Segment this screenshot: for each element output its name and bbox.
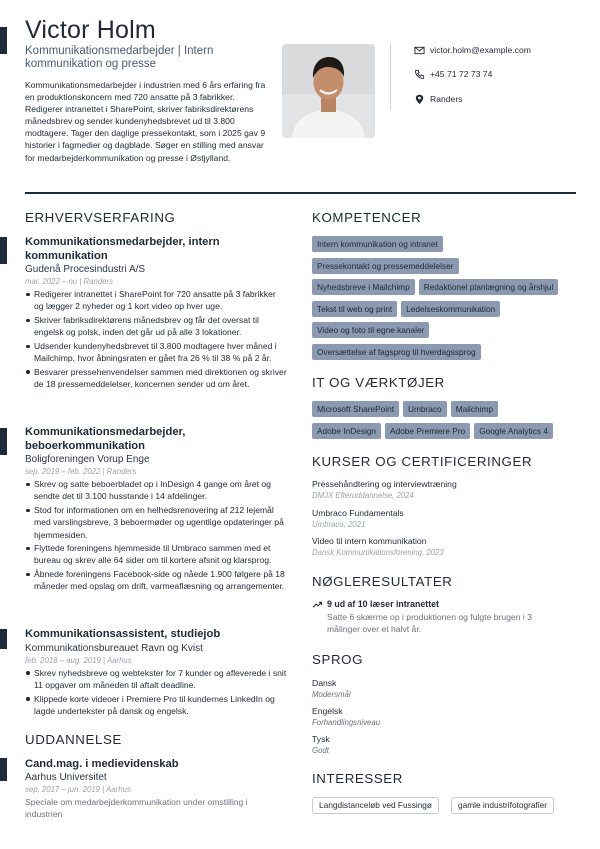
course-item [312, 479, 457, 501]
language-level: Modersmål [312, 690, 351, 699]
job-entry [25, 236, 287, 392]
language-item [312, 706, 380, 728]
key-results-heading: NØGLERESULTATER [312, 574, 453, 589]
tools-tags [312, 401, 582, 444]
course-item [312, 536, 444, 558]
skill-tag: Intern kommunikation og intranet [312, 236, 443, 252]
key-result-description: Satte 6 skærme op i produktionen og fulgte brugen i 3 målinger over et halvt år. [327, 612, 532, 635]
interest-tag: Langdistanceløb ved Fussingø [312, 797, 439, 814]
accent-bar [0, 428, 7, 455]
tool-tag: Mailchimp [451, 401, 498, 417]
accent-bar [0, 27, 7, 54]
course-item [312, 508, 404, 530]
email-text: victor.holm@example.com [430, 45, 531, 55]
job-dates-location: sep. 2019 – feb. 2022 | Randers [25, 467, 137, 477]
accent-bar [0, 629, 7, 649]
job-bullet: Besvarer pressehenvendelser sammen med direktionen og skriver de 18 pressemeddelelser, koncernen sender ud om året. [25, 366, 287, 390]
job-bullet: Skrev og satte beboerbladet op i InDesign 4 gange om året og sendte det til 3.100 husstande i 14 afdelinger. [25, 478, 287, 502]
interest-tag: gamle industrifotografier [451, 797, 554, 814]
key-result-title: 9 ud af 10 læser intranettet [327, 599, 439, 609]
tool-tag: Adobe InDesign [312, 423, 381, 439]
tool-tag: Google Analytics 4 [474, 423, 553, 439]
profile-summary: Kommunikationsmedarbejder i industrien med 6 års erfaring fra en produktionskoncern med 720 ansatte på 3 fabrikker. Redigerer intranettet i SharePoint, skriver fabriksdirektørens månedsbrev og sender kundenyhedsbrevet ud til 3.800 modtagere. Tager den daglige pressekontakt, som i 2025 gav 9 historier i fagmedier og dagblade. Søger en stilling med ansvar for medarbejderkommunikation og presse i Østjylland. [25, 80, 266, 163]
skill-tag: Redaktionel planlægning og årshjul [419, 279, 559, 295]
phone-icon [414, 69, 425, 80]
education-dates-location: sep. 2017 – jun. 2019 | Aarhus [25, 785, 131, 794]
tool-tag: Microsoft SharePoint [312, 401, 399, 417]
language-level: Forhandlingsniveau [312, 718, 381, 727]
header-divider [390, 44, 391, 110]
education-heading: UDDANNELSE [25, 732, 122, 747]
skills-heading: KOMPETENCER [312, 210, 422, 225]
job-title: Kommunikationsassistent, studiejob [25, 628, 221, 640]
job-company: Kommunikationsbureauet Ravn og Kvist [25, 642, 203, 654]
job-company: Gudenå Procesindustri A/S [25, 264, 146, 276]
course-name: Pressehåndtering og interviewtræning [312, 479, 457, 489]
education-description: Speciale om medarbejderkommunikation under omstilling i industrien [25, 797, 248, 820]
header-rule [25, 192, 576, 194]
candidate-title: Kommunikationsmedarbejder | Intern kommunikation og presse [25, 45, 214, 70]
job-company: Boligforeningen Vorup Enge [25, 454, 150, 466]
language-name: Dansk [312, 678, 337, 688]
interests-heading: INTERESSER [312, 771, 403, 786]
job-bullet: Åbnede foreningens Facebook-side og nåede 1.900 følgere på 18 måneder med opslag om drift, varmeaflæsning og arrangementer. [25, 568, 287, 592]
skill-tag: Nyhedsbreve i Mailchimp [312, 279, 415, 295]
school-name: Aarhus Universitet [25, 772, 107, 783]
job-dates-location: feb. 2018 – aug. 2019 | Aarhus [25, 655, 132, 665]
job-bullet: Skriver fabriksdirektørens månedsbrev og får det oversat til engelsk og polsk, inden det går ud på alle 3 lokationer. [25, 314, 287, 338]
job-dates-location: mar. 2022 – nu | Randers [25, 277, 113, 287]
experience-heading: ERHVERVSERFARING [25, 210, 176, 225]
skill-tag: Tekst til web og print [312, 301, 397, 317]
envelope-icon [414, 45, 425, 56]
skill-tag: Ledelseskommunikation [401, 301, 500, 317]
job-entry [25, 628, 287, 718]
tools-heading: IT OG VÆRKTØJER [312, 375, 445, 390]
languages-heading: SPROG [312, 652, 364, 667]
course-provider: Umbraco, 2021 [312, 520, 366, 529]
map-pin-icon [414, 94, 425, 105]
course-provider: DMJX Efteruddannelse, 2024 [312, 491, 414, 500]
language-level: Godt [312, 746, 329, 755]
job-bullet: Skrev nyhedsbreve og webtekster for 7 kunder og afleverede i snit 11 opgaver om måneden til aftalt deadline. [25, 667, 287, 691]
trend-up-icon [312, 600, 323, 609]
job-bullets [25, 667, 287, 717]
job-entry [25, 426, 287, 594]
skills-tags [312, 236, 582, 365]
profile-photo [282, 44, 375, 138]
skill-tag: Oversættelse af fagsprog til hverdagssprog [312, 344, 481, 360]
language-item [312, 734, 330, 756]
language-name: Engelsk [312, 706, 343, 716]
accent-bar [0, 758, 7, 781]
job-title: Kommunikationsmedarbejder, intern kommunikation [25, 236, 220, 262]
job-bullet: Udsender kundenyhedsbrevet til 3.800 modtagere hver måned i Mailchimp, hvor åbningsraten er gået fra 26 % til 38 % på 2 år. [25, 340, 287, 364]
job-bullet: Klippede korte videoer i Premiere Pro til kundernes LinkedIn og lagde undertekster på dansk og engelsk. [25, 693, 287, 717]
course-provider: Dansk Kommunikationsforening, 2023 [312, 548, 444, 557]
tool-tag: Umbraco [403, 401, 447, 417]
degree-title: Cand.mag. i medievidenskab [25, 758, 179, 770]
job-bullets [25, 288, 287, 390]
phone-text: +45 71 72 73 74 [430, 69, 493, 79]
job-bullet: Flyttede foreningens hjemmeside til Umbraco sammen med et bureau og skrev alle 64 sider om til kortere afsnit og klarsprog. [25, 542, 287, 566]
accent-bar [0, 237, 7, 264]
course-name: Video til intern kommunikation [312, 536, 427, 546]
language-item [312, 678, 351, 700]
job-title: Kommunikationsmedarbejder, beboerkommunikation [25, 426, 186, 452]
skill-tag: Pressekontakt og pressemeddelelser [312, 258, 459, 274]
location-text: Randers [430, 94, 463, 104]
skill-tag: Video og foto til egne kanaler [312, 322, 429, 338]
candidate-name: Victor Holm [25, 16, 156, 44]
course-name: Umbraco Fundamentals [312, 508, 404, 518]
tool-tag: Adobe Premiere Pro [385, 423, 470, 439]
job-bullet: Stod for informationen om en helhedsrenovering af 212 lejemål med varslingsbreve, 3 beboermøder og ugentlige opdateringer på hjemmesiden. [25, 504, 287, 541]
job-bullet: Redigerer intranettet i SharePoint for 720 ansatte på 3 fabrikker og lægger 2 nyheder og 1 kort video op hver uge. [25, 288, 287, 312]
job-bullets [25, 478, 287, 592]
language-name: Tysk [312, 734, 330, 744]
courses-heading: KURSER OG CERTIFICERINGER [312, 454, 533, 469]
